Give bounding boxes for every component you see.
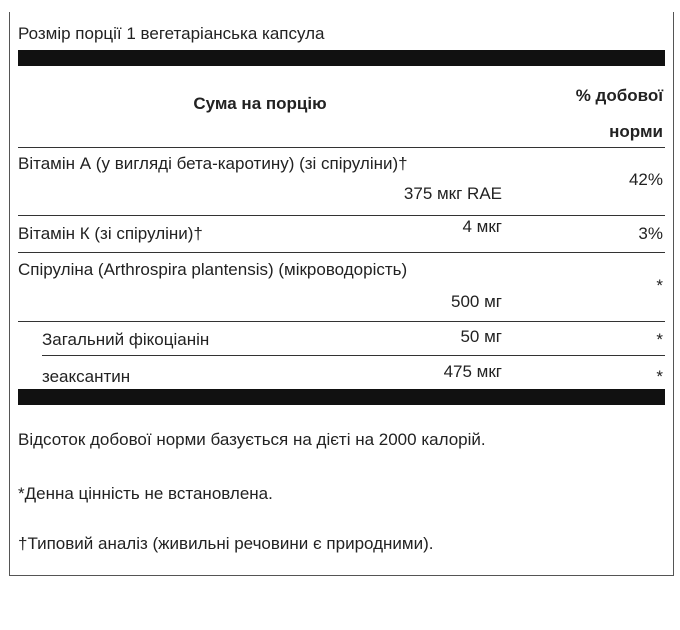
nutrient-dv-zeaxanthin: * bbox=[656, 367, 663, 386]
footnote-dv-not-established: *Денна цінність не встановлена. bbox=[18, 484, 273, 503]
daily-value-header bbox=[523, 78, 663, 150]
footnote-typical-analysis: †Типовий аналіз (живильні речовини є природними). bbox=[18, 534, 434, 553]
nutrient-dv-spirulina: * bbox=[656, 276, 663, 295]
daily-value-header-line2: норми bbox=[609, 122, 663, 141]
nutrient-amount-spirulina: 500 мг bbox=[451, 292, 502, 311]
nutrient-dv-vitamin-a: 42% bbox=[628, 170, 663, 189]
nutrient-name-zeaxanthin: зеаксантин bbox=[42, 367, 131, 386]
serving-size: Розмір порції 1 вегетаріанська капсула bbox=[18, 24, 325, 43]
nutrient-name-spirulina: Спіруліна (Arthrospira plantensis) (мікроводорість) bbox=[18, 260, 408, 279]
nutrient-amount-zeaxanthin: 475 мкг bbox=[443, 362, 502, 381]
nutrient-amount-vitamin-k: 4 мкг bbox=[462, 217, 502, 236]
nutrient-amount-phycocyanin: 50 мг bbox=[460, 327, 502, 346]
row-divider bbox=[18, 147, 665, 148]
top-divider-bar bbox=[18, 50, 665, 66]
row-divider bbox=[18, 252, 665, 253]
nutrient-name-phycocyanin: Загальний фікоціанін bbox=[42, 330, 210, 349]
nutrient-name-vitamin-k: Вітамін К (зі спіруліни)† bbox=[18, 224, 203, 243]
nutrient-name-vitamin-a: Вітамін А (у вигляді бета-каротину) (зі спіруліни)† bbox=[18, 154, 408, 173]
nutrient-amount-vitamin-a: 375 мкг RAE bbox=[403, 184, 502, 203]
bottom-divider-bar bbox=[18, 389, 665, 405]
row-divider bbox=[42, 355, 665, 356]
row-divider bbox=[18, 321, 665, 322]
daily-value-header-line1: % добової bbox=[575, 86, 663, 105]
supplement-facts-panel bbox=[9, 12, 674, 576]
row-divider bbox=[18, 215, 665, 216]
footnote-daily-value-basis: Відсоток добової норми базується на дієті на 2000 калорій. bbox=[18, 430, 486, 449]
nutrient-dv-vitamin-k: 3% bbox=[638, 224, 663, 243]
amount-per-serving-header: Сума на порцію bbox=[193, 94, 327, 113]
nutrient-dv-phycocyanin: * bbox=[656, 330, 663, 349]
